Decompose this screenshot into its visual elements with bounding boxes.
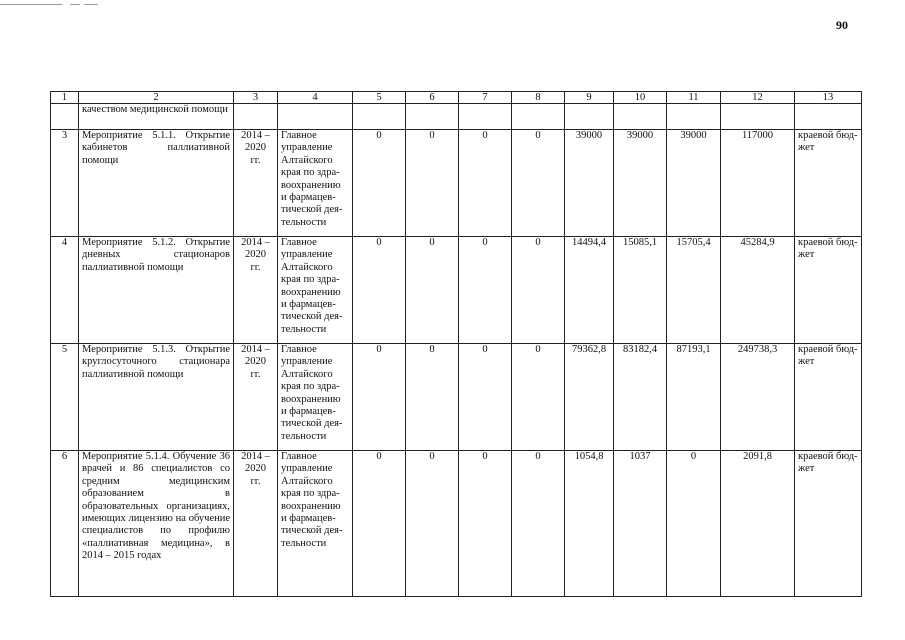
executor-cell: Главное управление Алтайского края по здра- воохранению и фармацев- тической дея- тельности [278,451,353,597]
column-number-header: 2 [79,92,234,104]
continuation-row [51,104,862,130]
period-cell: 2014 – 2020 гг. [234,451,278,597]
measure-description-cell: Мероприятие 5.1.3. Открытие круглосуточного стационара паллиативной помощи [79,344,234,451]
value-cell: 0 [512,237,565,344]
value-cell: 39000 [667,130,721,237]
scan-mark-line [84,4,98,5]
column-number-header: 1 [51,92,79,104]
column-number-header: 11 [667,92,721,104]
scan-mark-line [0,4,62,5]
row-number-cell: 4 [51,237,79,344]
total-value-cell: 45284,9 [721,237,795,344]
value-cell: 39000 [565,130,614,237]
funding-source-cell: краевой бюд- жет [795,130,862,237]
funding-source-cell: краевой бюд- жет [795,451,862,597]
value-cell: 0 [512,344,565,451]
table-header-row [51,92,862,104]
value-cell: 14494,4 [565,237,614,344]
value-cell: 1054,8 [565,451,614,597]
measure-description-cell: Мероприятие 5.1.2. Открытие дневных стационаров паллиативной помощи [79,237,234,344]
column-number-header: 3 [234,92,278,104]
value-cell: 15705,4 [667,237,721,344]
table-row [51,130,862,237]
period-cell: 2014 – 2020 гг. [234,344,278,451]
value-cell: 0 [406,237,459,344]
value-cell: 1037 [614,451,667,597]
value-cell: 0 [459,237,512,344]
column-number-header: 6 [406,92,459,104]
column-number-header: 9 [565,92,614,104]
column-number-header: 10 [614,92,667,104]
scan-mark-line [70,4,80,5]
value-cell: 79362,8 [565,344,614,451]
period-cell: 2014 – 2020 гг. [234,237,278,344]
value-cell: 87193,1 [667,344,721,451]
value-cell: 83182,4 [614,344,667,451]
total-value-cell: 2091,8 [721,451,795,597]
table-row [51,451,862,597]
table-cell [512,104,565,130]
value-cell: 0 [353,237,406,344]
table-cell [721,104,795,130]
row-number-cell: 3 [51,130,79,237]
value-cell: 39000 [614,130,667,237]
table-row [51,344,862,451]
table-row [51,237,862,344]
table-cell [278,104,353,130]
period-cell: 2014 – 2020 гг. [234,130,278,237]
column-number-header: 13 [795,92,862,104]
value-cell: 0 [406,130,459,237]
value-cell: 0 [512,451,565,597]
page-number: 90 [836,18,848,32]
executor-cell: Главное управление Алтайского края по здра- воохранению и фармацев- тической дея- тельности [278,344,353,451]
column-number-header: 12 [721,92,795,104]
executor-cell: Главное управление Алтайского края по здра- воохранению и фармацев- тической дея- тельности [278,237,353,344]
value-cell: 15085,1 [614,237,667,344]
value-cell: 0 [459,451,512,597]
value-cell: 0 [459,344,512,451]
total-value-cell: 249738,3 [721,344,795,451]
table-cell [51,104,79,130]
column-number-header: 7 [459,92,512,104]
value-cell: 0 [667,451,721,597]
measure-description-cell: Мероприятие 5.1.4. Обучение 36 врачей и 86 специалистов со средним медицинским образованием в образовательных организациях, имеющих лицензию на обучение специалистов по профилю «паллиативная медицина», в 2014 – 2015 годах [79,451,234,597]
table-cell [353,104,406,130]
table-cell [565,104,614,130]
table-cell [459,104,512,130]
measure-description-cell: Мероприятие 5.1.1. Открытие кабинетов паллиативной помощи [79,130,234,237]
table-cell [614,104,667,130]
value-cell: 0 [353,451,406,597]
table-cell-description: качеством медицинской помощи [79,104,234,130]
column-number-header: 8 [512,92,565,104]
row-number-cell: 5 [51,344,79,451]
value-cell: 0 [512,130,565,237]
table-cell [406,104,459,130]
funding-source-cell: краевой бюд- жет [795,344,862,451]
value-cell: 0 [406,344,459,451]
value-cell: 0 [406,451,459,597]
funding-source-cell: краевой бюд- жет [795,237,862,344]
value-cell: 0 [459,130,512,237]
executor-cell: Главное управление Алтайского края по здра- воохранению и фармацев- тической дея- тельности [278,130,353,237]
value-cell: 0 [353,130,406,237]
total-value-cell: 117000 [721,130,795,237]
value-cell: 0 [353,344,406,451]
column-number-header: 4 [278,92,353,104]
column-number-header: 5 [353,92,406,104]
table-cell [667,104,721,130]
row-number-cell: 6 [51,451,79,597]
table-cell [795,104,862,130]
measures-table [50,91,862,597]
table-cell [234,104,278,130]
